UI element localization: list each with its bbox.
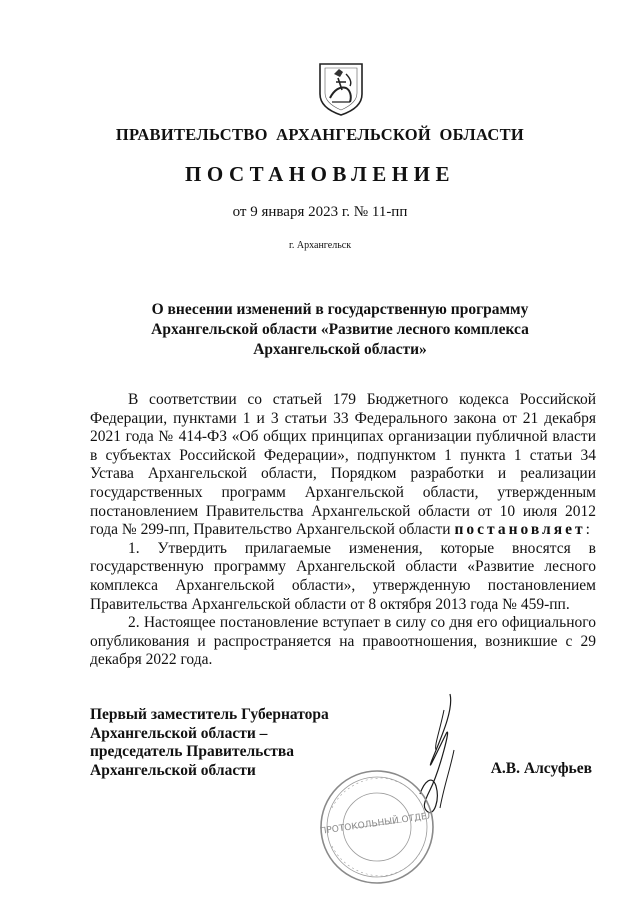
coat-of-arms-icon	[316, 60, 366, 116]
signatory-position	[90, 706, 329, 780]
resolves-word: постановляет	[454, 521, 586, 539]
city-name: г. Архангельск	[288, 240, 352, 251]
position-line: председатель Правительства	[90, 743, 294, 761]
preamble-paragraph	[90, 391, 596, 540]
subject-line: Архангельской области «Развитие лесного комплекса	[151, 321, 529, 338]
document-type: ПОСТАНОВЛЕНИЕ	[185, 162, 455, 186]
signer-name: А.В. Алсуфьев	[490, 760, 592, 777]
item-1-paragraph: 1. Утвердить прилагаемые изменения, которые вносятся в государственную программу Архангельской области «Развитие лесного комплекса Архангельской области», утвержденную постановлением Правительства Архангельской области от 8 октября 2013 года № 459-пп.	[90, 539, 596, 613]
position-line: Первый заместитель Губернатора	[90, 706, 329, 723]
position-line: Архангельской области –	[90, 724, 268, 742]
item-2-paragraph: 2. Настоящее постановление вступает в силу со дня его официального опубликования и распространяется на правоотношения, возникшие с 29 декабря 2022 года.	[90, 614, 596, 669]
official-stamp	[318, 768, 436, 886]
subject-line: О внесении изменений в государственную программу	[151, 301, 529, 318]
position-line: Архангельской области	[90, 761, 256, 779]
subject-line: Архангельской области»	[253, 341, 427, 358]
date-and-number: от 9 января 2023 г. № 11-пп	[232, 204, 408, 220]
preamble-text: В соответствии со статьей 179 Бюджетного кодекса Российской Федерации, пунктами 1 и 3 статьи 33 Федерального закона от 21 декабря 2021 года № 414-ФЗ «Об общих принципах организации публичной власти в субъектах Российской Федерации», подпунктом 1 пункта 1 статьи 34 Устава Архангельской области, Порядком разработки и реализации государственных программ Архангельской области, утвержденным постановлением Правительства Архангельской области от 10 июля 2012 года № 299-пп, Правительство Архангельской области	[90, 391, 596, 539]
document-subject	[90, 300, 590, 360]
stamp-text: ПРОТОКОЛЬНЫЙ ОТДЕЛ	[319, 811, 435, 837]
government-title: ПРАВИТЕЛЬСТВО АРХАНГЕЛЬСКОЙ ОБЛАСТИ	[115, 125, 525, 144]
resolves-colon: :	[585, 521, 590, 539]
document-body	[90, 391, 596, 670]
